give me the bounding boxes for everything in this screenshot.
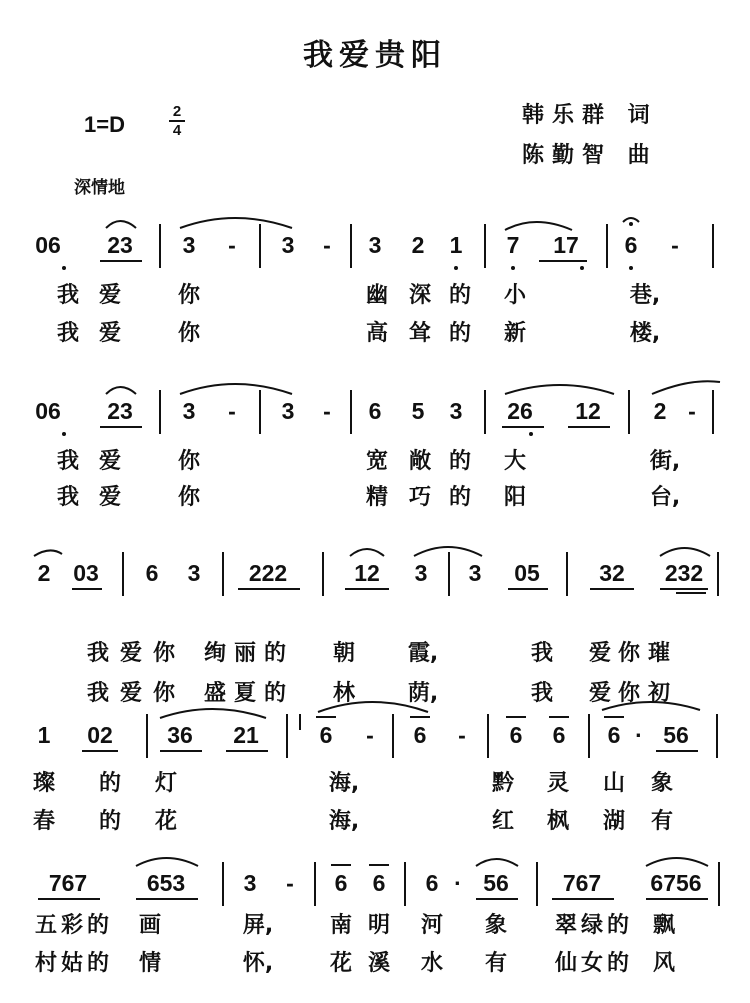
overline (410, 716, 430, 718)
lyric-char: 璨 (32, 771, 56, 796)
lyric-char: 高 (365, 321, 389, 346)
overline (506, 716, 526, 718)
lyric-char: 我 (56, 449, 80, 474)
lyric-char: 我 (56, 321, 80, 346)
dash: - (323, 232, 331, 258)
lyric-line-1 (0, 908, 750, 938)
key-signature: 1=D (84, 112, 125, 137)
lyric-char: 耸 (408, 321, 432, 346)
time-signature-top: 2 (172, 103, 182, 120)
note: 2 (37, 560, 51, 586)
note-group: 6756 (650, 870, 702, 896)
lyric-char: 林 (332, 681, 356, 706)
lyric-char: 的 (86, 913, 110, 938)
lyric-char: 我 (86, 641, 110, 666)
note: 6 (607, 722, 621, 748)
song-title: 我爱贵阳 (303, 38, 447, 73)
lyric-line-1 (0, 636, 750, 666)
lyric-char: 河 (420, 913, 444, 938)
lyric-char: 花 (154, 809, 178, 834)
lyric-char: 爱 (588, 641, 612, 666)
note-group: 06 (35, 398, 61, 424)
lyric-char: 爱 (98, 485, 122, 510)
lyric-char: 爱 (98, 449, 122, 474)
lyric-char: 画 (138, 913, 162, 938)
lyric-char: 巷, (629, 283, 661, 308)
note-group: 17 (553, 232, 579, 258)
lyric-char: 宽 (365, 449, 389, 474)
overline (369, 864, 389, 866)
lyric-line-2 (0, 480, 750, 510)
lyric-char: 爱 (98, 283, 122, 308)
lyric-char: 翠 (554, 913, 578, 938)
lyric-char: 灯 (154, 771, 178, 796)
note-group: 232 (664, 560, 704, 586)
note: 3 (449, 398, 463, 424)
lyric-char: 明 (367, 913, 391, 938)
lyric-char: 黔 (491, 771, 515, 796)
lyric-char: 南 (329, 913, 353, 938)
lyric-char: 五 (34, 913, 58, 938)
lyric-char: 爱 (588, 681, 612, 706)
note: 6 (552, 722, 566, 748)
lyric-char: 有 (650, 809, 674, 834)
note-group: 06 (35, 232, 61, 258)
lyric-char: 屏, (242, 913, 274, 938)
lyric-char: 的 (98, 771, 122, 796)
lyric-char: 花 (329, 951, 353, 976)
aug-dot: · (454, 870, 462, 896)
lyric-line-1 (0, 278, 750, 308)
note: 1 (37, 722, 51, 748)
lyric-char: 湖 (602, 809, 626, 834)
tempo-marking: 深情地 (74, 178, 125, 198)
lyric-char: 灵 (546, 771, 570, 796)
lyric-char: 夏 (233, 681, 257, 706)
lyric-char: 阳 (503, 485, 527, 510)
slurs (0, 870, 750, 910)
note-group: 56 (483, 870, 509, 896)
lyric-char: 姑 (60, 951, 84, 976)
lyric-char: 红 (491, 809, 515, 834)
note: 3 (368, 232, 382, 258)
lyric-char: 台, (649, 485, 681, 510)
slurs (0, 560, 750, 600)
lyric-char: 的 (263, 681, 287, 706)
note: 6 (368, 398, 382, 424)
lyric-char: 你 (617, 681, 641, 706)
note: 7 (506, 232, 520, 258)
lyric-line-2 (0, 316, 750, 346)
note: 6 (334, 870, 348, 896)
lyric-char: 绚 (203, 641, 227, 666)
lyric-char: 我 (86, 681, 110, 706)
note: 2 (653, 398, 667, 424)
lyric-char: 新 (503, 321, 527, 346)
note-group: 36 (167, 722, 193, 748)
lyric-char: 你 (177, 485, 201, 510)
lyric-char: 象 (650, 771, 674, 796)
lyric-char: 的 (606, 951, 630, 976)
dash: - (228, 398, 236, 424)
note: 3 (187, 560, 201, 586)
lyric-char: 飘 (652, 913, 676, 938)
dash: - (286, 870, 294, 896)
lyric-line-1 (0, 766, 750, 796)
note-group: 12 (354, 560, 380, 586)
lyric-line-1 (0, 444, 750, 474)
lyric-char: 的 (86, 951, 110, 976)
note-group: 26 (507, 398, 533, 424)
lyricist-credit: 韩乐群 词 (522, 103, 658, 128)
lyric-char: 溪 (367, 951, 391, 976)
aug-dot: · (635, 722, 643, 748)
dash: - (228, 232, 236, 258)
lyric-char: 的 (448, 283, 472, 308)
note: 6 (319, 722, 333, 748)
lyric-line-2 (0, 946, 750, 976)
lyric-char: 彩 (60, 913, 84, 938)
lyric-char: 幽 (365, 283, 389, 308)
lyric-char: 你 (152, 681, 176, 706)
lyric-char: 水 (420, 951, 444, 976)
lyric-char: 你 (177, 449, 201, 474)
lyric-char: 荫, (407, 681, 439, 706)
lyric-char: 你 (617, 641, 641, 666)
lyric-char: 风 (652, 951, 676, 976)
note: 6 (372, 870, 386, 896)
time-signature (169, 104, 185, 138)
lyric-char: 你 (177, 283, 201, 308)
note-group: 767 (562, 870, 602, 896)
lyric-char: 朝 (332, 641, 356, 666)
lyric-char: 璀 (647, 641, 671, 666)
note: 1 (449, 232, 463, 258)
lyric-char: 初 (647, 681, 671, 706)
note-group: 222 (248, 560, 288, 586)
lyric-line-2 (0, 804, 750, 834)
note: 3 (281, 232, 295, 258)
note: 5 (411, 398, 425, 424)
note-group: 767 (48, 870, 88, 896)
lyric-char: 爱 (119, 641, 143, 666)
lyric-char: 女 (580, 951, 604, 976)
lyric-char: 你 (177, 321, 201, 346)
note: 3 (281, 398, 295, 424)
note: 3 (468, 560, 482, 586)
note-group: 56 (663, 722, 689, 748)
lyric-char: 敞 (408, 449, 432, 474)
note: 6 (145, 560, 159, 586)
note: 3 (243, 870, 257, 896)
note-group: 32 (599, 560, 625, 586)
lyric-char: 爱 (98, 321, 122, 346)
note-group: 12 (575, 398, 601, 424)
slurs (0, 232, 750, 272)
lyric-char: 的 (98, 809, 122, 834)
overline (331, 864, 351, 866)
lyric-char: 精 (365, 485, 389, 510)
composer-credit: 陈勤智 曲 (522, 143, 658, 168)
lyric-char: 楼, (629, 321, 661, 346)
lyric-char: 我 (530, 681, 554, 706)
lyric-char: 有 (484, 951, 508, 976)
note: 2 (411, 232, 425, 258)
lyric-char: 爱 (119, 681, 143, 706)
lyric-char: 的 (448, 321, 472, 346)
overline (549, 716, 569, 718)
note-group: 23 (107, 232, 133, 258)
note: 6 (425, 870, 439, 896)
lyric-char: 你 (152, 641, 176, 666)
lyric-char: 春 (32, 809, 56, 834)
lyric-char: 绿 (580, 913, 604, 938)
slurs (0, 722, 750, 762)
note: 3 (414, 560, 428, 586)
dash: - (458, 722, 466, 748)
lyric-char: 街, (649, 449, 681, 474)
lyric-char: 霞, (407, 641, 439, 666)
lyric-char: 小 (503, 283, 527, 308)
overline (316, 716, 336, 718)
note: 6 (413, 722, 427, 748)
note: 6 (624, 232, 638, 258)
lyric-char: 巧 (408, 485, 432, 510)
lyric-char: 我 (530, 641, 554, 666)
time-signature-bottom: 4 (172, 122, 182, 139)
note-group: 21 (233, 722, 259, 748)
lyric-char: 我 (56, 283, 80, 308)
dash: - (671, 232, 679, 258)
lyric-char: 的 (606, 913, 630, 938)
lyric-char: 海, (328, 809, 360, 834)
note: 3 (182, 398, 196, 424)
lyric-char: 山 (602, 771, 626, 796)
lyric-char: 海, (328, 771, 360, 796)
note-group: 653 (146, 870, 186, 896)
lyric-char: 怀, (242, 951, 274, 976)
lyric-char: 盛 (203, 681, 227, 706)
dash: - (688, 398, 696, 424)
note-group: 23 (107, 398, 133, 424)
lyric-char: 象 (484, 913, 508, 938)
slurs (0, 398, 750, 438)
note-group: 02 (87, 722, 113, 748)
lyric-char: 我 (56, 485, 80, 510)
note: 6 (509, 722, 523, 748)
dash: - (323, 398, 331, 424)
lyric-char: 的 (448, 485, 472, 510)
lyric-char: 枫 (546, 809, 570, 834)
lyric-char: 仙 (554, 951, 578, 976)
lyric-char: 丽 (233, 641, 257, 666)
lyric-char: 情 (138, 951, 162, 976)
lyric-char: 的 (448, 449, 472, 474)
lyric-char: 村 (34, 951, 58, 976)
lyric-char: 大 (503, 449, 527, 474)
overline (604, 716, 624, 718)
note-group: 05 (514, 560, 540, 586)
dash: - (366, 722, 374, 748)
note-group: 03 (73, 560, 99, 586)
lyric-char: 的 (263, 641, 287, 666)
note: 3 (182, 232, 196, 258)
lyric-char: 深 (408, 283, 432, 308)
